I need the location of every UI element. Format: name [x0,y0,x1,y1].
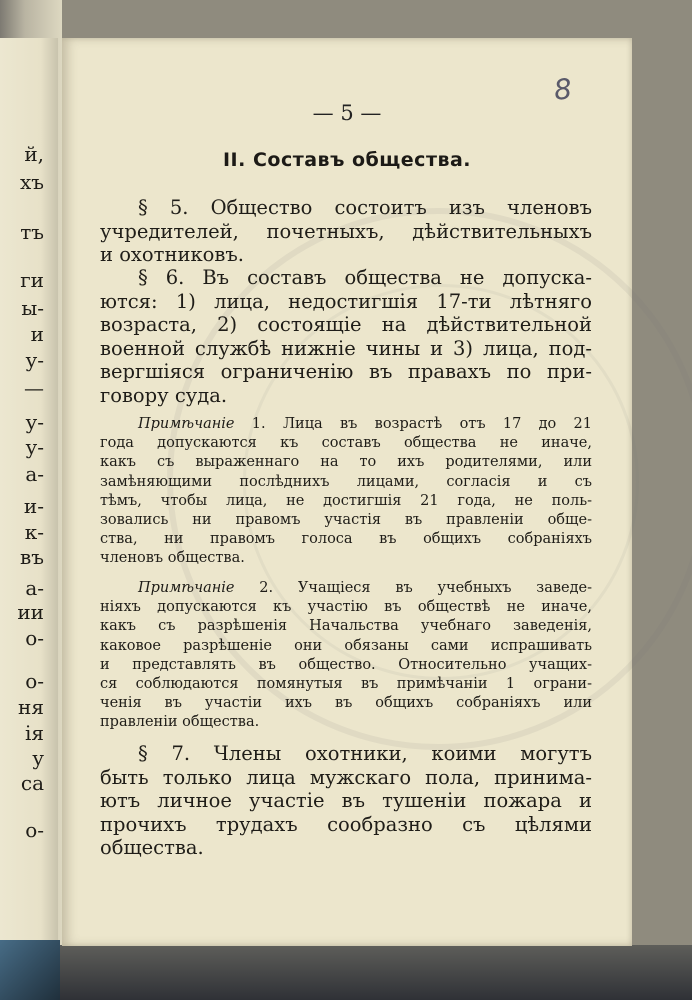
section-heading: II. Составъ общества. [222,149,472,171]
previous-page-fragment: тъ [20,220,44,244]
book-cover-corner [0,940,60,1000]
note-1-line: членовъ общества. [100,550,245,567]
note-1-line: зовались ни правомъ участія въ правленіи обще- [100,512,592,529]
paragraph-7-line: ютъ личное участіе въ тушеніи пожара и [100,789,592,812]
note-1 [100,415,592,569]
note-2-line: какъ съ разрѣшенія Начальства учебнаго заведенія, [100,618,592,635]
note-1-line: года допускаются къ составъ общества не иначе, [100,435,592,452]
previous-page-fragment: — [24,376,44,400]
note-1-line: ства, ни правомъ голоса въ общихъ собраніяхъ [100,531,592,548]
background-bottom [0,945,692,1000]
note-2-line: правленіи общества. [100,714,260,731]
previous-page-fragment: й, [24,142,44,166]
note-1-first-line [100,415,592,434]
previous-page-fragment: а- [25,576,44,600]
paragraph-7-line: § 7. Члены охотники, коими могутъ [138,742,592,765]
previous-page-fragment: ги [20,268,44,292]
previous-page-fragment: са [20,771,44,795]
previous-page-fragment: у- [25,348,44,372]
note-1-line: тѣмъ, чтобы лица, не достигшія 21 года, не поль- [100,492,592,509]
paragraph-6 [100,266,592,407]
previous-page-fragment: к- [24,520,44,544]
note-1-line: какъ съ выраженнаго на то ихъ родителями, или [100,454,592,471]
note-2-first-text: 2. Учащіеся въ учебныхъ заведе- [234,580,592,596]
paragraph-6-line: ются: 1) лица, недостигшія 17-ти лѣтняго [100,289,592,313]
previous-page-fragment: ня [18,695,44,719]
page-number: — 5 — [312,101,382,125]
previous-page-fragment: хъ [19,170,44,194]
note-2-label: Примѣчаніе [138,580,235,596]
paragraph-6-line: говору суда. [100,383,228,407]
previous-page-fragment: у- [25,410,44,434]
paragraph-6-line: военной службѣ нижніе чины и 3) лица, под- [100,336,592,360]
note-1-first-text: 1. Лица въ возрастѣ отъ 17 до 21 [234,416,592,432]
paragraph-7-line: быть только лица мужскаго пола, принима- [100,765,592,789]
paragraph-6-line: вергшіяся ограниченію въ правахъ по при- [100,360,592,383]
note-1-line: замѣняющими послѣднихъ лицами, согласія и съ [100,473,592,490]
note-2-line: ся соблюдаются помянутыя въ примѣчаніи 1 ограни- [100,676,592,693]
note-2-line: каковое разрѣшеніе они обязаны сами испрашивать [100,637,592,654]
document-page [62,38,632,946]
paragraph-7-line: прочихъ трудахъ сообразно съ цѣлями [100,812,592,836]
note-1-label: Примѣчаніе [138,416,235,432]
paragraph-5-line: и охотниковъ. [100,243,244,266]
paragraph-7 [100,742,592,860]
previous-page-fragment: и [30,322,44,346]
previous-page-fragment: ии [17,600,44,624]
paragraph-5-line: учредителей, почетныхъ, дѣйствительныхъ [100,219,592,243]
previous-page-fragment: ія [24,721,44,745]
paragraph-6-line: § 6. Въ составъ общества не допуска- [138,266,592,289]
paragraph-5 [100,196,592,267]
previous-page-fragment: и- [23,494,44,518]
note-2 [100,579,592,733]
previous-page-fragment: о- [25,626,44,650]
previous-page-fragment: у [32,746,44,770]
paragraph-6-line: возраста, 2) состоящіе на дѣйствительной [100,313,592,336]
paragraph-5-line: § 5. Общество состоитъ изъ членовъ [138,196,592,219]
note-2-line: ніяхъ допускаются къ участію въ обществѣ не иначе, [100,599,592,616]
note-2-first-line [100,579,592,598]
paragraph-7-line: общества. [100,836,204,859]
note-2-line: и представлять въ общество. Относительно учащих- [100,656,592,673]
previous-page-fragment: о- [25,818,44,842]
previous-page-fragment: въ [20,545,44,569]
pencil-mark: 8 [552,72,574,107]
note-2-line: ченія въ участіи ихъ въ общихъ собраніяхъ или [100,695,592,712]
previous-page-fragment: у- [25,435,44,459]
previous-page-edge [0,38,58,943]
previous-page-fragment: о- [25,669,44,693]
previous-page-fragment: а- [25,462,44,486]
previous-page-fragment: ы- [21,296,44,320]
